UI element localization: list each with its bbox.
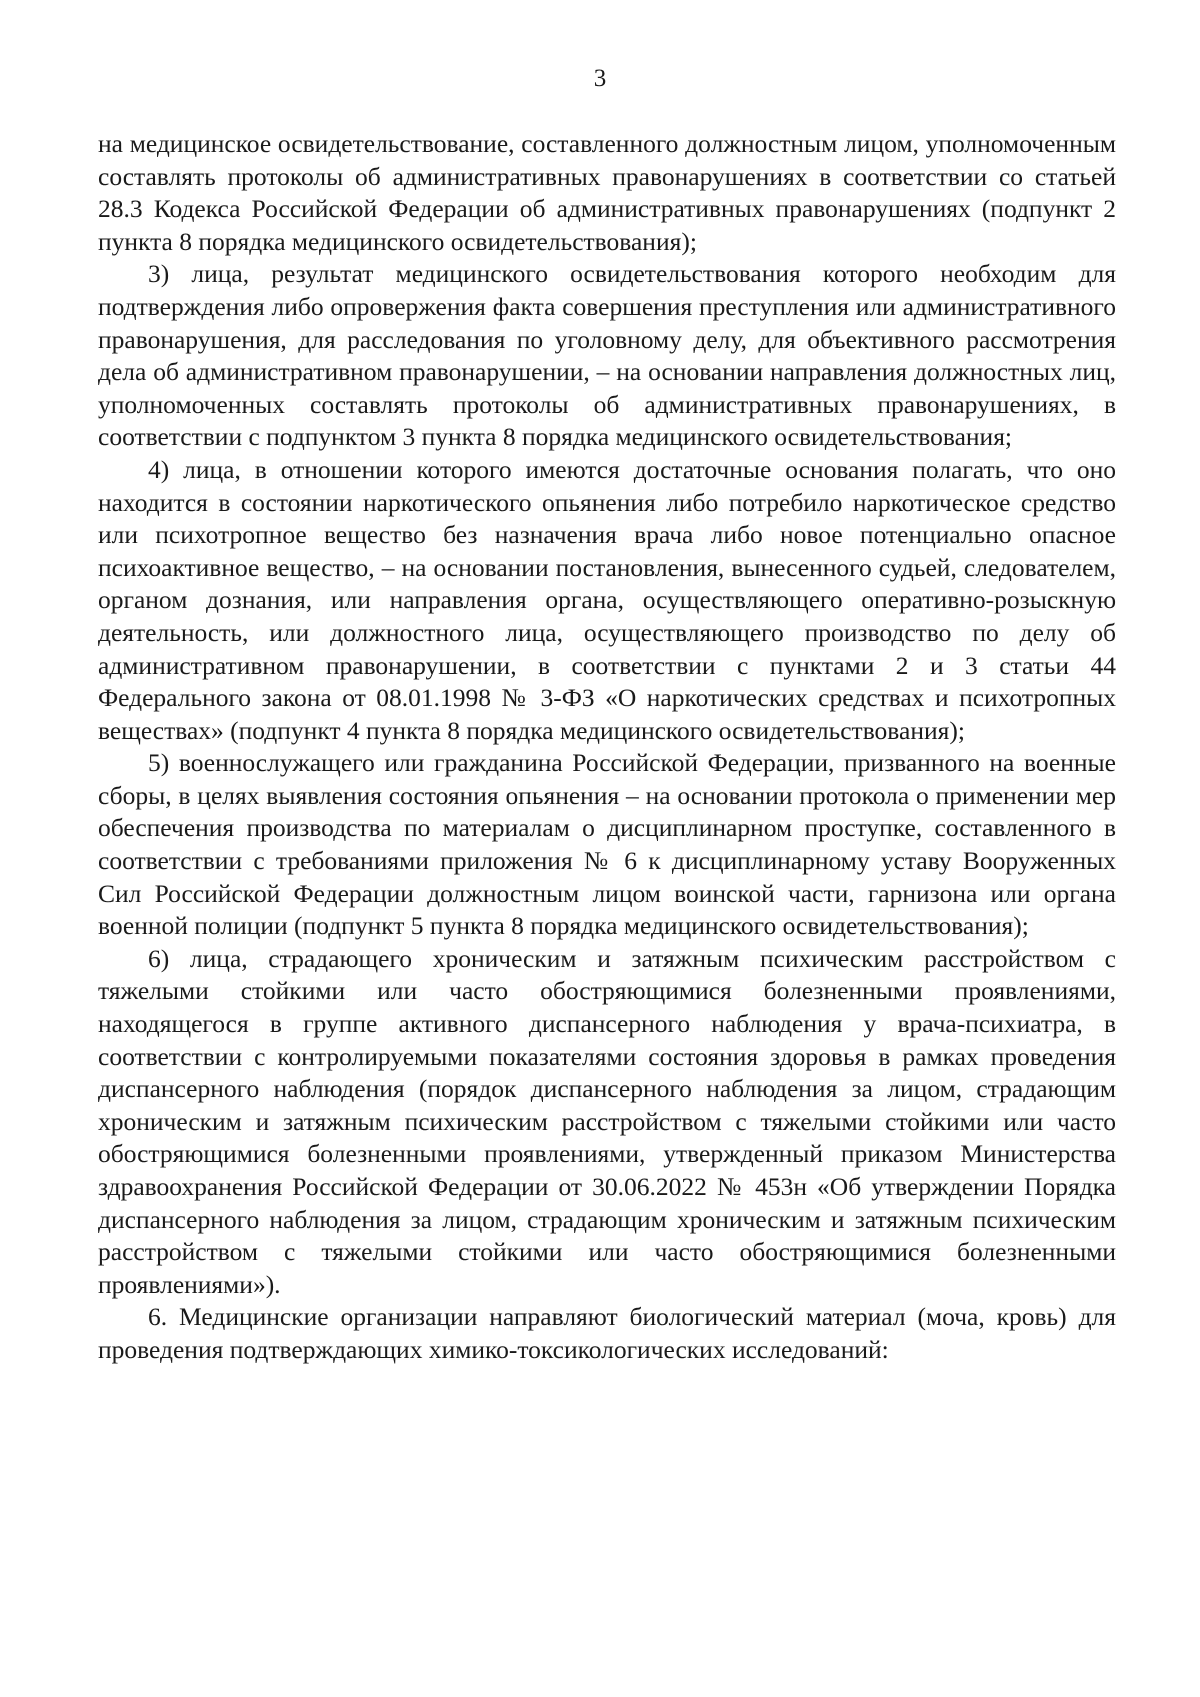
paragraph-section-6: 6. Медицинские организации направляют биологический материал (моча, кровь) для проведения подтверждающих химико-токсикологических исследований: [98,1302,1116,1364]
paragraph-item-3: 3) лица, результат медицинского освидетельствования которого необходим для подтверждения либо опровержения факта совершения преступления или административного правонарушения, для расследования по уголовному делу, для объективного рассмотрения дела об административном правонарушении, – на основании направления должностных лиц, уполномоченных составлять протоколы об административных правонарушениях, в соответствии с подпунктом 3 пункта 8 порядка медицинского освидетельствования; [98,259,1116,452]
paragraph-continuation: на медицинское освидетельствование, составленного должностным лицом, уполномоченным составлять протоколы об административных правонарушениях в соответствии со статьей 28.3 Кодекса Российской Федерации об административных правонарушениях (подпункт 2 пункта 8 порядка медицинского освидетельствования); [98,129,1116,256]
paragraph-item-6: 6) лица, страдающего хроническим и затяжным психическим расстройством с тяжелыми стойкими или часто обостряющимися болезненными проявлениями, находящегося в группе активного диспансерного наблюдения у врача-психиатра, в соответствии с контролируемыми показателями состояния здоровья в рамках проведения диспансерного наблюдения (порядок диспансерного наблюдения за лицом, страдающим хроническим и затяжным психическим расстройством с тяжелыми стойкими или часто обостряющимися болезненными проявлениями, утвержденный приказом Министерства здравоохранения Российской Федерации от 30.06.2022 № 453н «Об утверждении Порядка диспансерного наблюдения за лицом, страдающим хроническим и затяжным психическим расстройством с тяжелыми стойкими или часто обостряющимися болезненными проявлениями»). [98,943,1116,1299]
paragraph-item-4: 4) лица, в отношении которого имеются достаточные основания полагать, что оно находится в состоянии наркотического опьянения либо потребило наркотическое средство или психотропное вещество без назначения врача либо новое потенциально опасное психоактивное вещество, – на основании постановления, вынесенного судьей, следователем, органом дознания, или направления органа, осуществляющего оперативно-розыскную деятельность, или должностного лица, осуществляющего производство по делу об административном правонарушении, в соответствии с пунктами 2 и 3 статьи 44 Федерального закона от 08.01.1998 № 3-ФЗ «О наркотических средствах и психотропных веществах» (подпункт 4 пункта 8 порядка медицинского освидетельствования); [98,454,1116,745]
page-number: 3 [593,65,607,92]
document-body [98,128,1116,1367]
paragraph-item-5: 5) военнослужащего или гражданина Российской Федерации, призванного на военные сборы, в целях выявления состояния опьянения – на основании протокола о применении мер обеспечения производства по материалам о дисциплинарном проступке, составленного в соответствии с требованиями приложения № 6 к дисциплинарному уставу Вооруженных Сил Российской Федерации должностным лицом воинской части, гарнизона или органа военной полиции (подпункт 5 пункта 8 порядка медицинского освидетельствования); [98,748,1116,941]
